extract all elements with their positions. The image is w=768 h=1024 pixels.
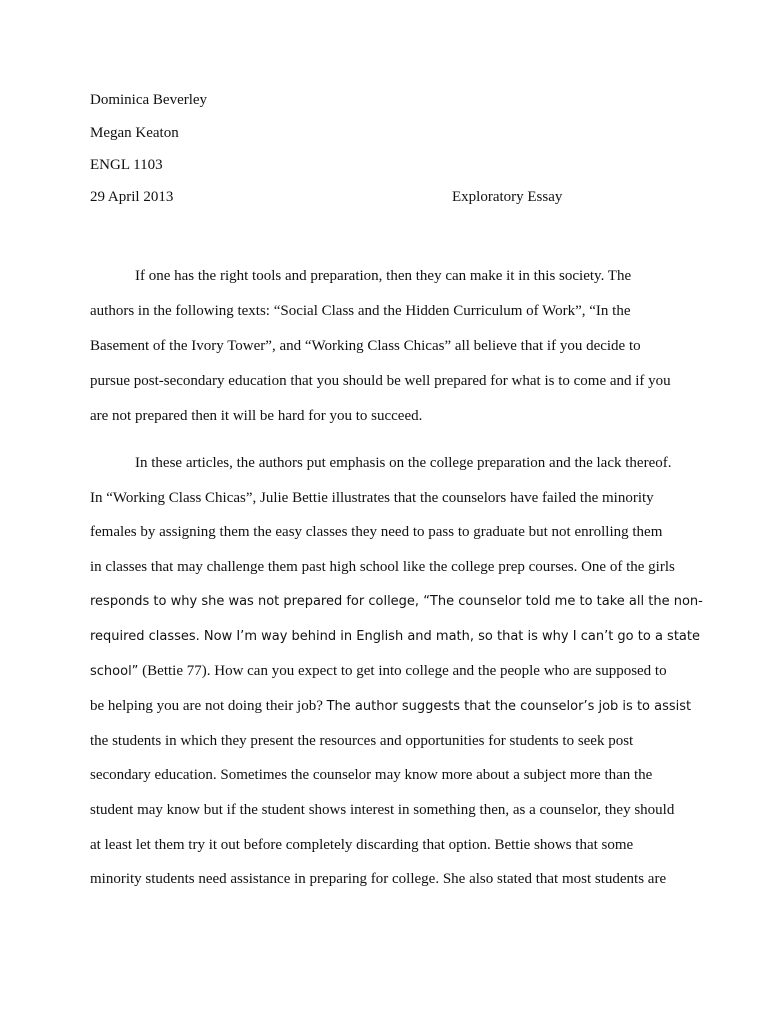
paragraph-2-line: minority students need assistance in preparing for college. She also stated that most students are [90,871,667,887]
essay-title: Exploratory Essay [452,189,563,205]
paragraph-2-line: secondary education. Sometimes the counselor may know more about a subject more than the [90,767,653,783]
paragraph-2-line [90,696,691,717]
paragraph-2-line: females by assigning them the easy classes they need to pass to graduate but not enrolling them [90,524,663,540]
paragraph-1-line: Basement of the Ivory Tower”, and “Working Class Chicas” all believe that if you decide to [90,338,641,354]
author-suggestion-text: The author suggests that the counselor’s job is to assist [326,699,692,714]
essay-date: 29 April 2013 [90,189,174,205]
paragraph-2-line: In “Working Class Chicas”, Julie Bettie illustrates that the counselors have failed the minority [90,490,654,506]
paragraph-2-line: the students in which they present the resources and opportunities for students to seek post [90,733,634,749]
quote-line: responds to why she was not prepared for college, “The counselor told me to take all the non- [90,594,703,609]
paragraph-1-line: authors in the following texts: “Social Class and the Hidden Curriculum of Work”, “In the [90,303,631,319]
student-name: Dominica Beverley [90,92,208,108]
paragraph-1-line: are not prepared then it will be hard for you to succeed. [90,408,423,424]
course-code: ENGL 1103 [90,157,163,173]
citation-text: (Bettie 77). How can you expect to get into college and the people who are supposed to [138,663,667,679]
question-text: be helping you are not doing their job? [90,698,327,714]
paragraph-2-line: In these articles, the authors put emphasis on the college preparation and the lack thereof. [135,455,672,471]
paragraph-2-line: student may know but if the student shows interest in something then, as a counselor, they should [90,802,675,818]
paragraph-2-line: at least let them try it out before completely discarding that option. Bettie shows that some [90,837,634,853]
quote-end: school” [90,664,139,679]
paragraph-1-line: If one has the right tools and preparation, then they can make it in this society. The [135,268,632,284]
paragraph-2-line: in classes that may challenge them past high school like the college prep courses. One of the girls [90,559,675,575]
paragraph-1-line: pursue post-secondary education that you should be well prepared for what is to come and if you [90,373,671,389]
instructor-name: Megan Keaton [90,125,179,141]
paragraph-2-line [90,661,667,682]
quote-line: required classes. Now I’m way behind in English and math, so that is why I can’t go to a state [90,629,700,644]
